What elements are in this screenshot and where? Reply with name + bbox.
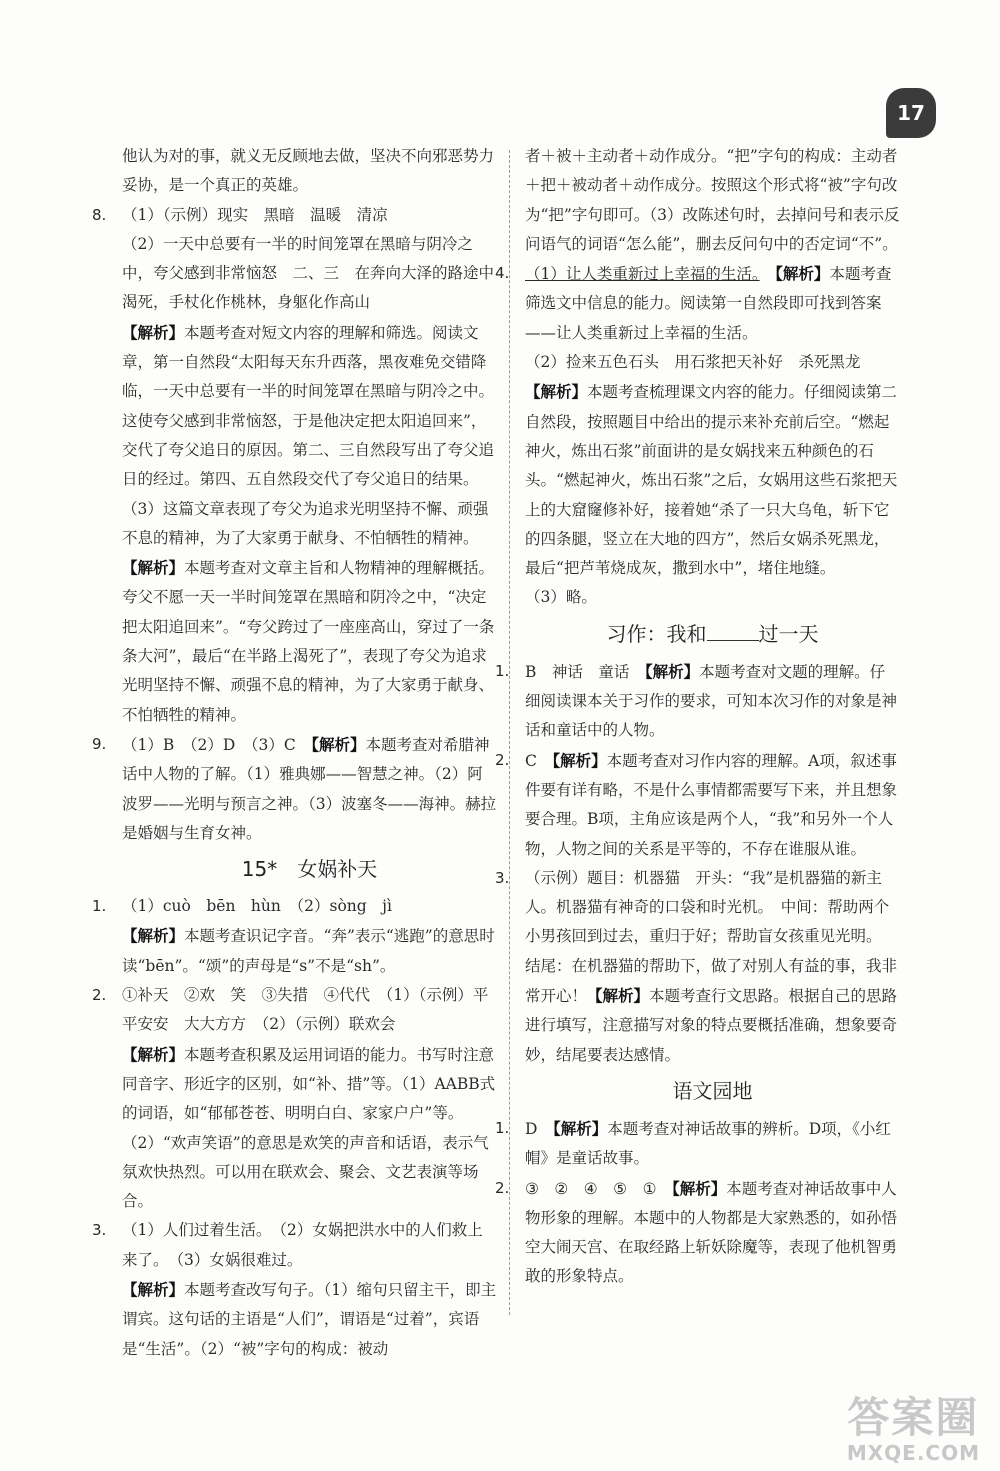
answer-8-2: （2）一天中总要有一半的时间笼罩在黑暗与阴冷之中，夸父感到非常恼怒 二、三 在奔向大泽的路途中渴死，手杖化作桃林，身躯化作高山 bbox=[122, 234, 495, 312]
analysis-text: 本题考查对短文内容的理解和筛选。阅读文章，第一自然段“太阳每天东升西落，黑夜难免交错降临，一天中总要有一半的时间笼罩在黑暗与阴冷之中。这使夸父感到非常恼怒，于是他决定把太阳追回来”，交代了夸父追日的原因。第二、三自然段写出了夸父追日的经过。第四、五自然段交代了夸父追日的结果。 bbox=[122, 323, 495, 489]
analysis-text: 本题考查对文题的理解。仔细阅读课本关于习作的要求，可知本次习作的对象是神话和童话中的人物。 bbox=[525, 662, 898, 740]
analysis-tag: 【解析】 bbox=[525, 382, 588, 402]
answer-text: ③ ② ④ ⑤ ① bbox=[525, 1179, 672, 1198]
writing-question-3 bbox=[495, 864, 900, 1070]
question-number: 2. bbox=[92, 986, 107, 1005]
answer-text: （1）B （2）D （3）C bbox=[122, 735, 312, 754]
analysis-tag: 【解析】 bbox=[671, 1178, 727, 1198]
analysis-tag: 【解析】 bbox=[122, 558, 185, 578]
answer-text: （示例）题目：机器猫 开头：“我”是机器猫的新主人。机器猫有神奇的口袋和时光机。 中间：帮助两个小男孩回到过去，重归于好；帮助盲女孩重见光明。 结尾：在机器猫的帮助下，做了对别人有益的事，我非常开心！ bbox=[525, 868, 898, 1006]
writing-title-part-b: 过一天 bbox=[758, 621, 819, 646]
garden-question-2 bbox=[495, 1174, 900, 1292]
answer-text: （3）这篇文章表现了夸父为追求光明坚持不懈、顽强不息的精神，为了大家勇于献身、不怕牺牲的精神。 bbox=[122, 499, 489, 547]
analysis-tag: 【解析】 bbox=[552, 1118, 608, 1138]
answer-text: ①补天 ②欢 笑 ③失措 ④代代 （1）（示例）平平安安 大大方方 （2）（示例）联欢会 bbox=[122, 986, 489, 1034]
answer-4-3: （3）略。 bbox=[525, 588, 597, 607]
question-number: 3. bbox=[92, 1221, 107, 1240]
analysis-text: 本题考查改写句子。（1）缩句只留主干，即主谓宾。这句话的主语是“人们”，谓语是“过着”，宾语是“生活”。（2）“被”字句的构成：被动 bbox=[122, 1280, 497, 1358]
answer-4-2: （2）捡来五色石头 用石浆把天补好 杀死黑龙 bbox=[525, 353, 861, 372]
answer-text: （1）cuò bēn hùn （2）sòng jì bbox=[122, 897, 392, 916]
writing-title-part-a: 习作：我和 bbox=[606, 621, 707, 646]
answer-text: C bbox=[525, 751, 553, 770]
analysis-text: 本题考查对文章主旨和人物精神的理解概括。夸父不愿一天一半时间笼罩在黑暗和阴冷之中，“决定把太阳追回来”。“夸父跨过了一座座高山，穿过了一条条大河”，最后“在半路上渴死了”，表现了夸父为追求光明坚持不懈、顽强不息的精神，为了大家勇于献身、不怕牺牲的精神。 bbox=[122, 559, 495, 724]
writing-question-2 bbox=[495, 746, 900, 864]
answer-text: B 神话 童话 bbox=[525, 662, 645, 681]
question-number: 1. bbox=[92, 897, 107, 916]
question-number: 4. bbox=[495, 264, 510, 283]
analysis-text: 本题考查识记字音。“奔”表示“逃跑”的意思时读“bēn”。“颂”的声母是“s”不是“sh”。 bbox=[122, 927, 495, 975]
analysis-text: 本题考查对习作内容的理解。A项，叙述事件要有详有略，不是什么事情都需要写下来，并且想象要合理。B项，主角应该是两个人，“我”和另外一个人物，人物之间的关系是平等的，不存在谁服从谁。 bbox=[525, 751, 898, 858]
analysis-tag: 【解析】 bbox=[122, 322, 185, 342]
question-number: 8. bbox=[92, 205, 107, 224]
writing-question-1 bbox=[495, 657, 900, 746]
analysis-8-2 bbox=[122, 318, 497, 495]
analysis-text: 本题考查行文思路。根据自己的思路进行填写，注意描写对象的特点要概括准确，想象要奇妙，结尾要表达感情。 bbox=[525, 987, 898, 1064]
analysis-tag: 【解析】 bbox=[644, 661, 700, 681]
answer-8-3 bbox=[122, 495, 497, 730]
lesson-question-1 bbox=[92, 892, 497, 981]
answer-text: D bbox=[525, 1119, 553, 1138]
watermark-url: MXQE.COM bbox=[846, 1441, 980, 1465]
lesson-question-3 bbox=[92, 1216, 497, 1363]
answer-text: （1）让人类重新过上幸福的生活。 bbox=[525, 265, 760, 284]
analysis-text: 本题考查对希腊神话中人物的了解。（1）雅典娜——智慧之神。（2）阿波罗——光明与预言之神。（3）波塞冬——海神。赫拉是婚姻与生育女神。 bbox=[122, 735, 497, 842]
question-4 bbox=[495, 259, 900, 613]
lesson-title: 15* 女娲补天 bbox=[241, 857, 378, 882]
writing-title bbox=[525, 619, 900, 649]
garden-title: 语文园地 bbox=[672, 1078, 753, 1103]
question-9 bbox=[92, 730, 497, 848]
analysis-tag: 【解析】 bbox=[775, 264, 830, 284]
analysis-text: 本题考查梳理课文内容的能力。仔细阅读第二自然段，按照题目中给出的提示来补充前后空。“燃起神火，炼出石浆”前面讲的是女娲找来五种颜色的石头。“燃起神火，炼出石浆”之后，女娲用这些石浆把天上的大窟窿修补好，接着她“杀了一只大乌龟，斩下它的四条腿，竖立在大地的四方”，然后女娲杀死黑龙，最后“把芦苇烧成灰，撒到水中”，堵住地缝。 bbox=[525, 383, 898, 578]
question-number: 2. bbox=[495, 750, 510, 769]
analysis-text: 本题考查积累及运用词语的能力。书写时注意同音字、形近字的区别，如“补、措”等。（1）AABB式的词语，如“郁郁苍苍、明明白白、家家户户”等。（2）“欢声笑语”的意思是欢笑的声音和话语，表示气氛欢快热烈。可以用在联欢会、聚会、文艺表演等场合。 bbox=[122, 1045, 496, 1211]
analysis-tag: 【解析】 bbox=[587, 986, 650, 1006]
continued-text: 者＋被＋主动者＋动作成分。“把”字句的构成：主动者＋把＋被动者＋动作成分。按照这个形式将“被”字句改为“把”字句即可。（3）改陈述句时，去掉问号和表示反问语气的词语“怎么能”，删去反问句中的否定词“不”。 bbox=[525, 147, 900, 253]
site-watermark bbox=[847, 1395, 980, 1465]
answer-8-1: （1）（示例）现实 黑暗 温暖 清凉 bbox=[122, 205, 388, 224]
analysis-text: 本题考查筛选文中信息的能力。阅读第一自然段即可找到答案——让人类重新过上幸福的生活。 bbox=[525, 265, 892, 342]
page-number: 17 bbox=[886, 88, 936, 138]
garden-question-1 bbox=[495, 1114, 900, 1174]
question-number: 9. bbox=[92, 734, 107, 753]
answer-text: （1）人们过着生活。 （2）女娲把洪水中的人们救上来了。 （3）女娲很难过。 bbox=[122, 1221, 483, 1269]
analysis-text: 本题考查对神话故事中人物形象的理解。本题中的人物都是大家熟悉的，如孙悟空大闹天宫、在取经路上斩妖除魔等，表现了他机智勇敢的形象特点。 bbox=[525, 1179, 898, 1286]
title-blank bbox=[707, 622, 759, 641]
right-column bbox=[495, 142, 900, 1292]
analysis-tag: 【解析】 bbox=[311, 734, 366, 754]
question-8 bbox=[92, 201, 497, 730]
analysis-text: 本题考查对神话故事的辨析。D项，《小红帽》是童话故事。 bbox=[525, 1119, 891, 1168]
analysis-tag: 【解析】 bbox=[122, 1279, 185, 1299]
analysis-tag: 【解析】 bbox=[552, 750, 607, 770]
lesson-question-2 bbox=[92, 981, 497, 1216]
watermark-logo: 答案圈 bbox=[847, 1393, 980, 1442]
question-number: 1. bbox=[495, 661, 510, 680]
analysis-tag: 【解析】 bbox=[122, 1044, 185, 1064]
question-number: 1. bbox=[495, 1118, 510, 1137]
analysis-tag: 【解析】 bbox=[122, 926, 185, 946]
question-number: 2. bbox=[495, 1178, 510, 1197]
intro-text: 他认为对的事，就义无反顾地去做，坚决不向邪恶势力妥协，是一个真正的英雄。 bbox=[122, 147, 495, 195]
left-column bbox=[92, 142, 497, 1364]
question-number: 3. bbox=[495, 868, 510, 887]
